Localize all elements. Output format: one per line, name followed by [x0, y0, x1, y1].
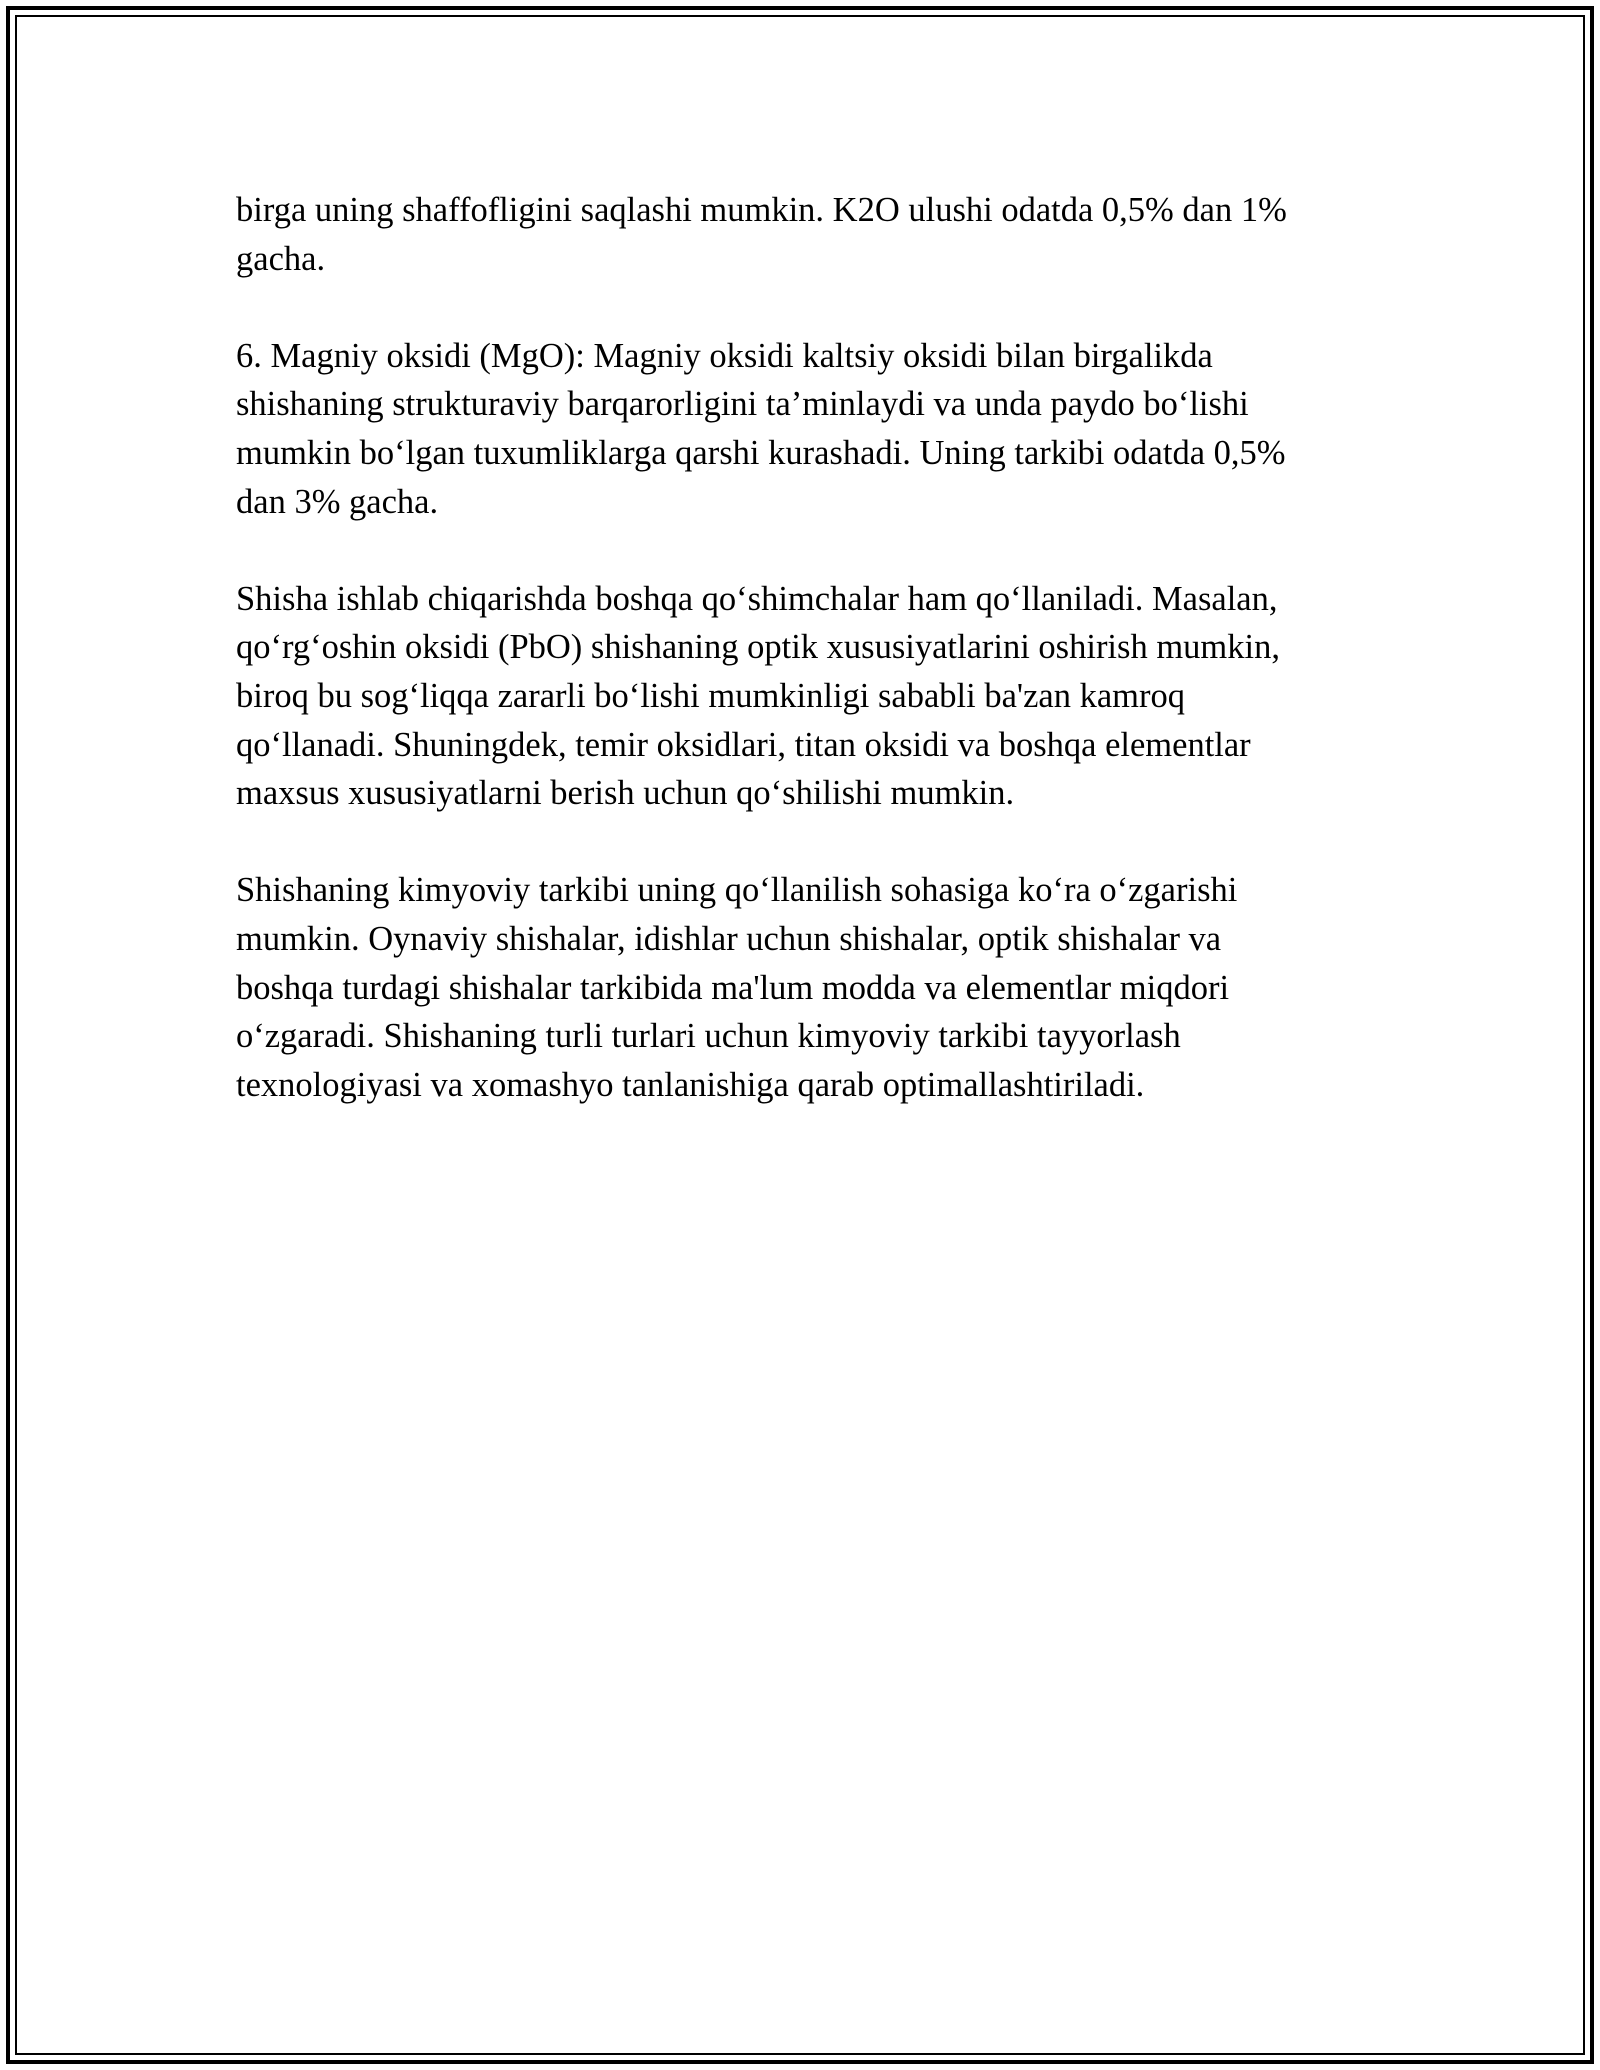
paragraph-k2o-continuation: birga uning shaffofligini saqlashi mumkin. K2O ulushi odatda 0,5% dan 1% gacha. [236, 191, 1287, 278]
document-body [236, 186, 1366, 1158]
paragraph-magnesium-oxide: 6. Magniy oksidi (MgO): Magniy oksidi kaltsiy oksidi bilan birgalikda shishaning strukturaviy barqarorligini ta’minlaydi va unda paydo bo‘lishi mumkin bo‘lgan tuxumliklarga qarshi kurashadi. Uning tarkibi odatda 0,5% dan 3% gacha. [236, 336, 1286, 521]
paragraph-chemical-composition: Shishaning kimyoviy tarkibi uning qo‘llanilish sohasiga ko‘ra o‘zgarishi mumkin. Oynaviy shishalar, idishlar uchun shishalar, optik shishalar va boshqa turdagi shishalar tarkibida ma'lum modda va elementlar miqdori o‘zgaradi. Shishaning turli turlari uchun kimyoviy tarkibi tayyorlash texnologiyasi va xomashyo tanlanishiga qarab optimallashtiriladi. [236, 871, 1238, 1104]
paragraph-other-additives: Shisha ishlab chiqarishda boshqa qo‘shimchalar ham qo‘llaniladi. Masalan, qo‘rg‘oshin oksidi (PbO) shishaning optik xususiyatlarini oshirish mumkin, biroq bu sog‘liqqa zararli bo‘lishi mumkinligi sababli ba'zan kamroq qo‘llanadi. Shuningdek, temir oksidlari, titan oksidi va boshqa elementlar maxsus xususiyatlarni berish uchun qo‘shilishi mumkin. [236, 579, 1280, 813]
